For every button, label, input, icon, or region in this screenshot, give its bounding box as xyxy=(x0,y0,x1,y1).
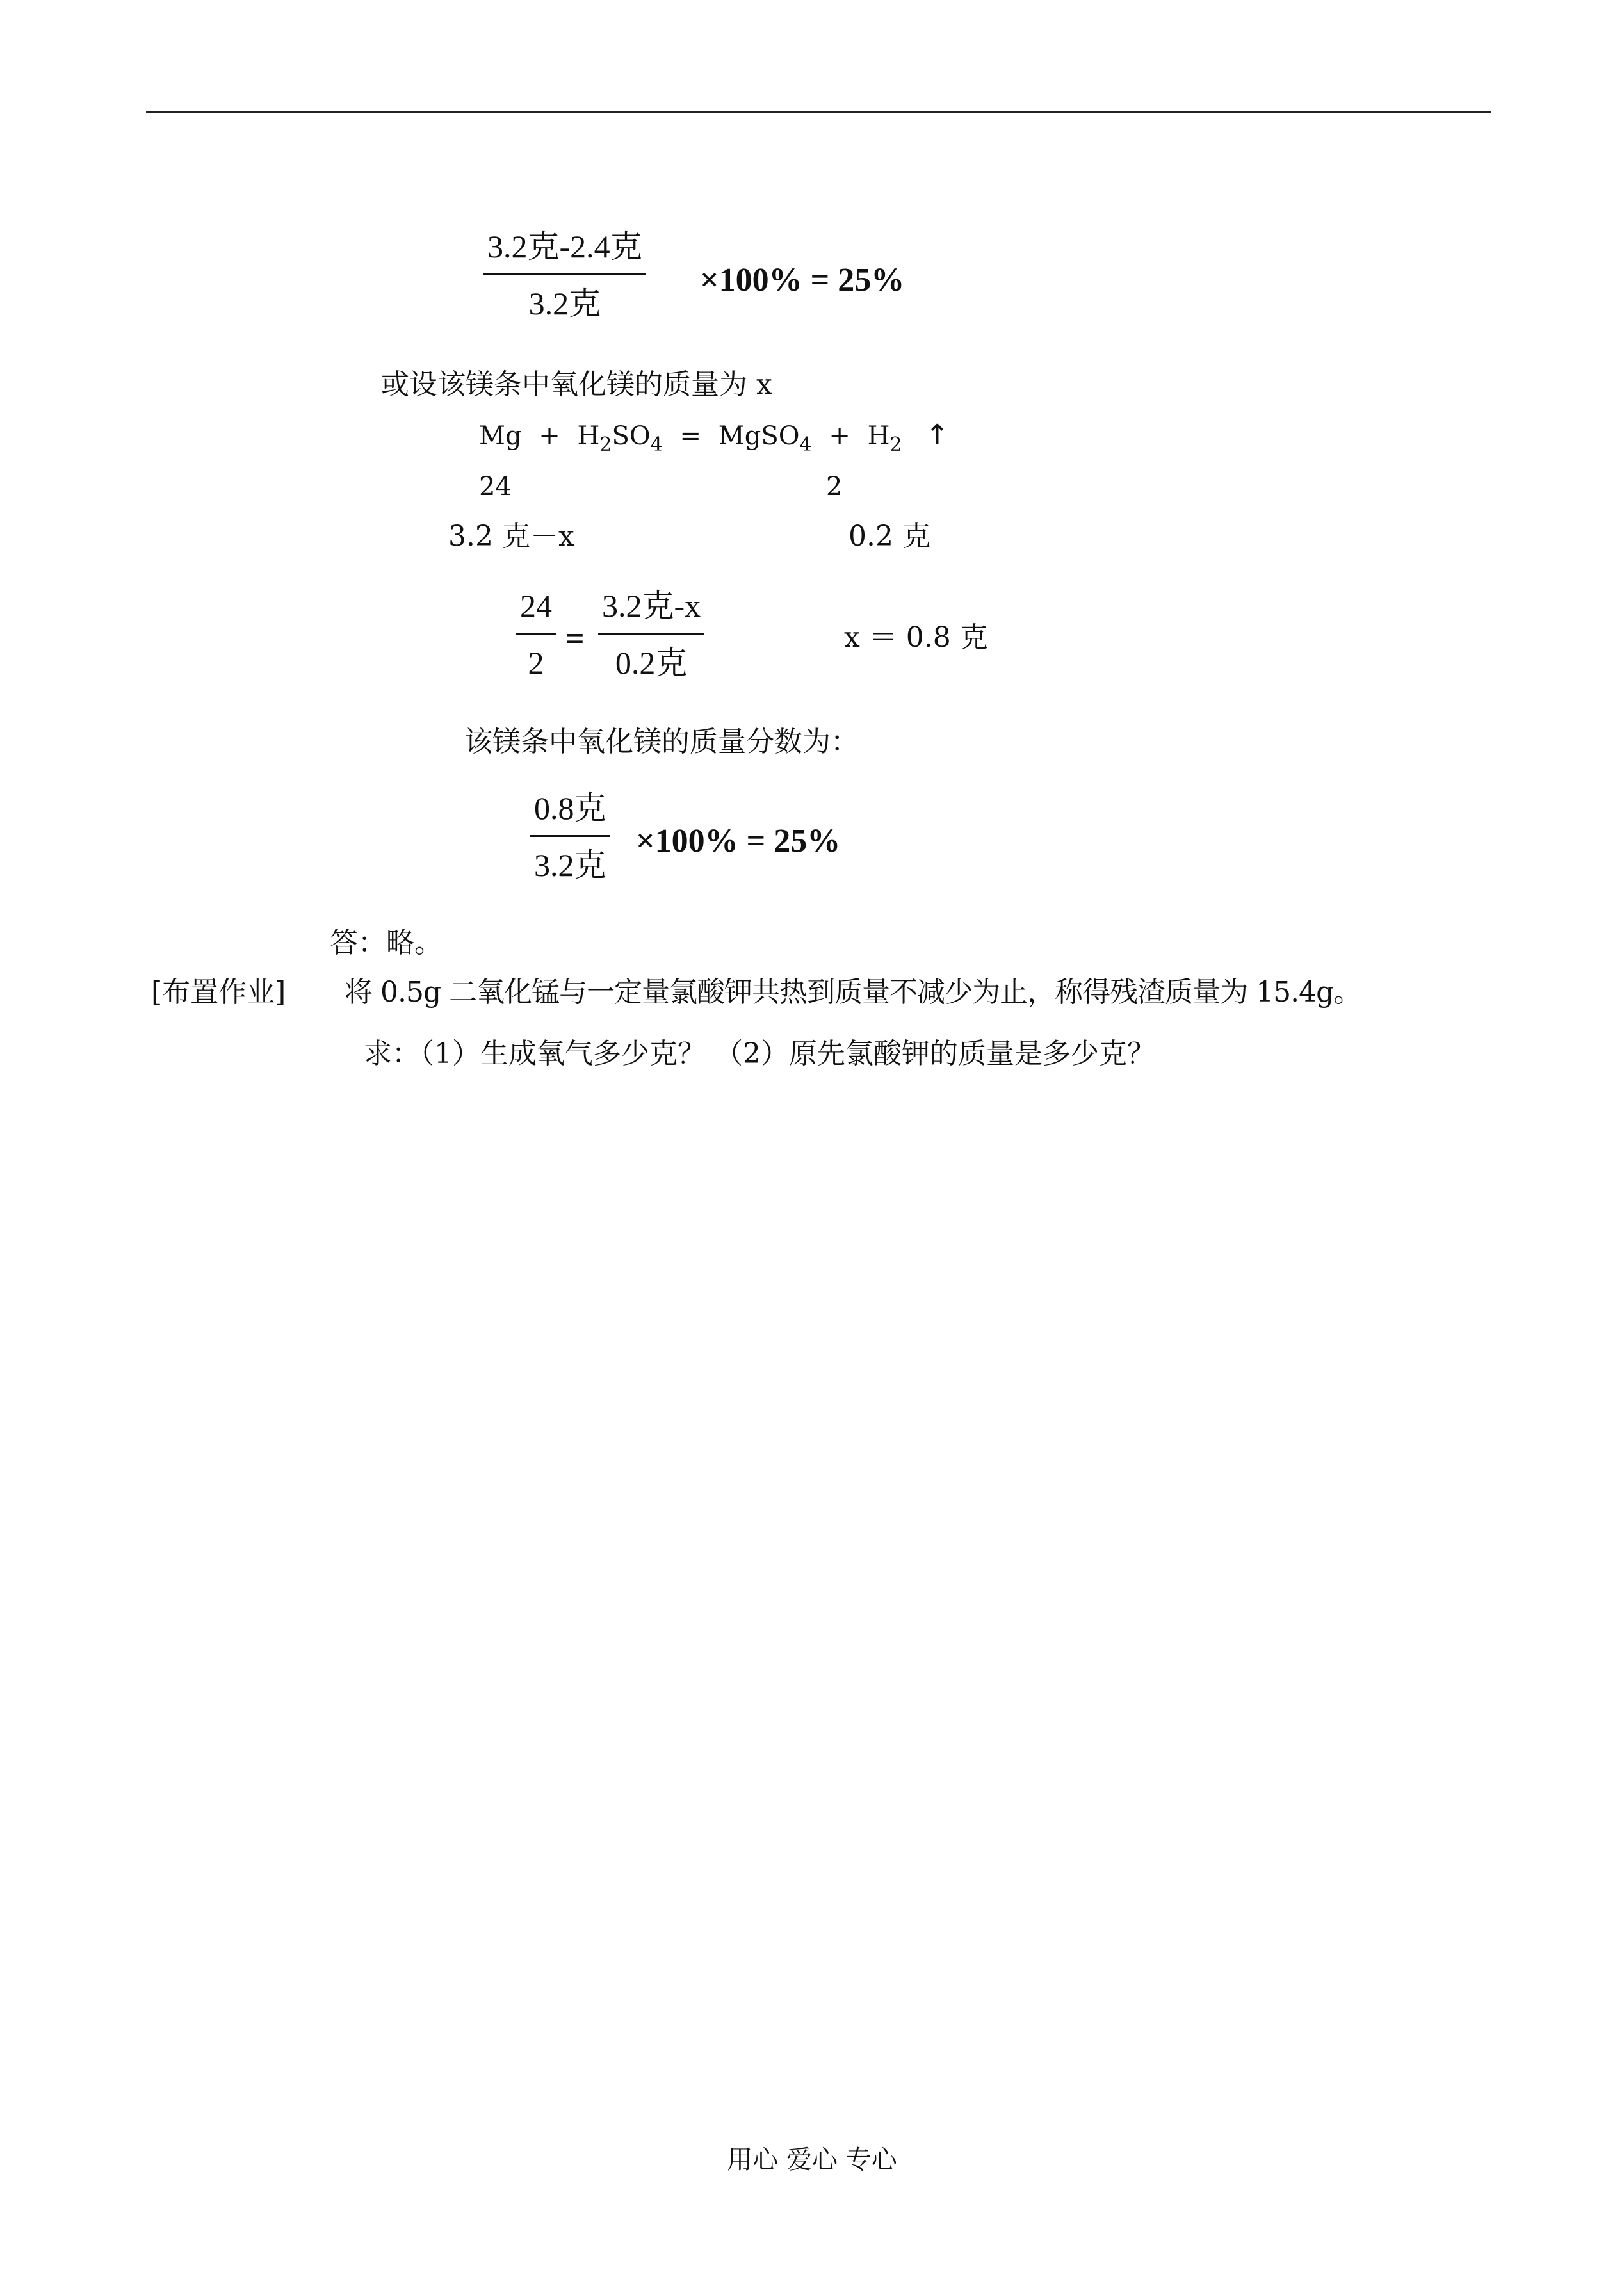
gas-up-arrow-icon: ↑ xyxy=(925,419,950,451)
eq-h2: H xyxy=(867,421,890,451)
mass-right: 0.2 克 xyxy=(849,520,930,553)
mass-left: 3.2 克－x xyxy=(448,520,574,553)
fraction-denominator: 3.2克 xyxy=(534,847,606,883)
fraction-bar xyxy=(483,273,646,275)
eq-equals: = xyxy=(679,421,702,451)
homework-question: 求：（1）生成氧气多少克？ （2）原先氯酸钾的质量是多少克？ xyxy=(364,1037,1155,1070)
eq-mgso: MgSO xyxy=(718,421,800,451)
homework-text: 将 0.5g 二氧化锰与一定量氯酸钾共热到质量不减少为止，称得残渣质量为 15.4g。 xyxy=(345,976,1361,1009)
fraction-impurity-ratio xyxy=(483,227,646,323)
mass-fraction-label: 该镁条中氧化镁的质量分数为： xyxy=(464,726,859,758)
fraction-numerator: 0.8克 xyxy=(534,790,606,826)
chemical-equation xyxy=(479,419,949,462)
fraction-numerator: 24 xyxy=(520,588,552,624)
fraction-bar xyxy=(516,633,556,635)
fraction-tail: ×100% = 25% xyxy=(700,262,905,298)
eq-h: H xyxy=(577,421,600,451)
alt-method-intro: 或设该镁条中氧化镁的质量为 x xyxy=(381,368,772,401)
molar-mass-left: 24 xyxy=(479,472,512,501)
fraction-tail: ×100% = 25% xyxy=(636,823,841,859)
fraction-numerator: 3.2克-x xyxy=(602,588,701,624)
fraction-denominator: 0.2克 xyxy=(615,645,688,681)
fraction-bar xyxy=(530,835,610,837)
fraction-numerator: 3.2克-2.4克 xyxy=(487,229,642,264)
eq-sub: 2 xyxy=(599,434,612,456)
proportion-left-fraction xyxy=(516,587,556,682)
eq-plus: + xyxy=(829,421,850,451)
eq-mg: Mg xyxy=(479,421,522,451)
eq-sub: 2 xyxy=(889,434,902,456)
eq-sub: 4 xyxy=(799,434,812,456)
proportion-equals: = xyxy=(565,620,585,657)
homework-label: [布置作业] xyxy=(151,976,286,1009)
fraction-mgo-ratio xyxy=(530,789,610,884)
page-footer: 用心 爱心 专心 xyxy=(727,2145,897,2175)
fraction-denominator: 2 xyxy=(528,645,544,681)
header-rule xyxy=(146,111,1491,113)
answer-line: 答：略。 xyxy=(330,927,443,959)
proportion-right-fraction xyxy=(598,587,704,682)
fraction-denominator: 3.2克 xyxy=(528,286,601,321)
eq-plus: + xyxy=(539,421,560,451)
molar-mass-right: 2 xyxy=(826,472,843,501)
solution-x: x ＝ 0.8 克 xyxy=(844,621,988,654)
eq-sub: 4 xyxy=(650,434,663,456)
fraction-bar xyxy=(598,633,704,635)
eq-so: SO xyxy=(612,421,651,451)
